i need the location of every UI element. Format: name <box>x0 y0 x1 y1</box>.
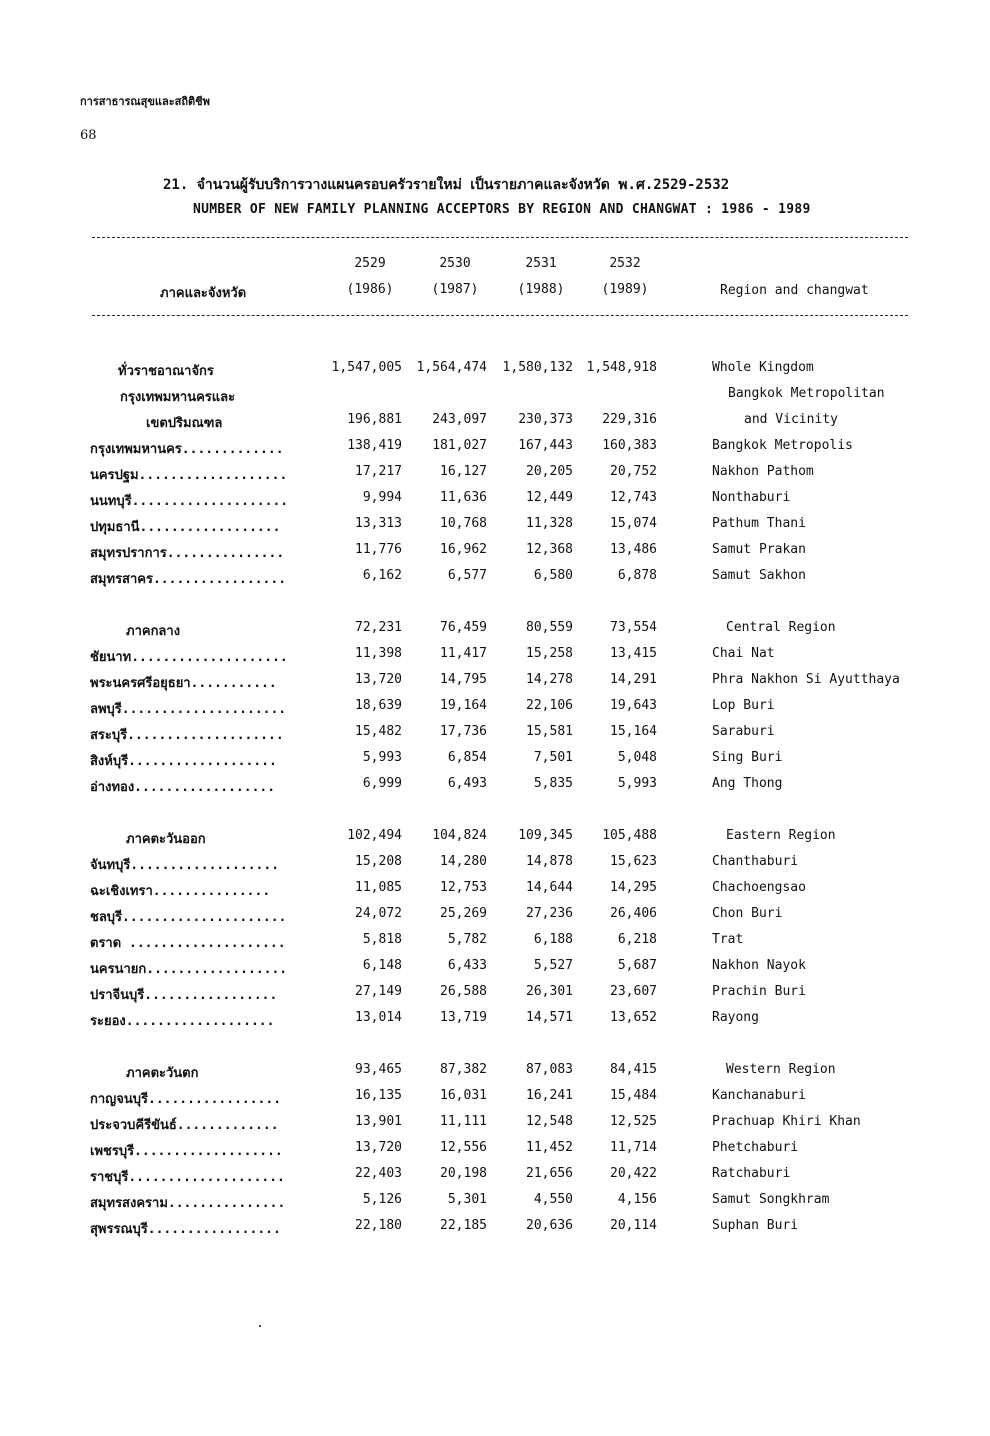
row-value-3: 6,218 <box>617 932 657 947</box>
page-number: 68 <box>80 128 97 143</box>
row-value-0: 5,126 <box>362 1192 402 1207</box>
row-value-1: 13,719 <box>440 1010 487 1025</box>
row-english-label: Ang Thong <box>712 776 783 791</box>
row-value-0: 15,208 <box>355 854 402 869</box>
row-english-label: Lop Buri <box>712 698 775 713</box>
row-value-2: 14,644 <box>526 880 573 895</box>
row-value-0: 15,482 <box>355 724 402 739</box>
row-value-0: 102,494 <box>347 828 402 843</box>
row-value-1: 22,185 <box>440 1218 487 1233</box>
row-value-0: 22,403 <box>355 1166 402 1181</box>
row-value-2: 22,106 <box>526 698 573 713</box>
row-thai-label: ภาคตะวันออก <box>126 832 206 847</box>
row-value-1: 20,198 <box>440 1166 487 1181</box>
row-value-1: 12,753 <box>440 880 487 895</box>
row-english-label: Nonthaburi <box>712 490 791 505</box>
row-value-0: 22,180 <box>355 1218 402 1233</box>
row-thai-label: ระยอง................... <box>90 1014 275 1029</box>
row-value-0: 196,881 <box>347 412 402 427</box>
header-rule <box>92 315 908 316</box>
row-value-1: 6,854 <box>447 750 487 765</box>
row-value-2: 21,656 <box>526 1166 573 1181</box>
row-value-3: 229,316 <box>602 412 657 427</box>
row-value-2: 11,328 <box>526 516 573 531</box>
row-value-2: 16,241 <box>526 1088 573 1103</box>
row-value-1: 5,301 <box>447 1192 487 1207</box>
row-value-3: 13,652 <box>610 1010 657 1025</box>
row-value-2: 14,878 <box>526 854 573 869</box>
year-be-3: 2532 <box>609 256 641 271</box>
row-value-2: 87,083 <box>526 1062 573 1077</box>
row-value-3: 20,114 <box>610 1218 657 1233</box>
row-thai-label: สิงห์บุรี................... <box>90 754 277 769</box>
row-value-0: 11,776 <box>355 542 402 557</box>
row-english-label: Phra Nakhon Si Ayutthaya <box>712 672 900 687</box>
row-thai-label: ภาคตะวันตก <box>126 1066 199 1081</box>
row-value-0: 13,720 <box>355 1140 402 1155</box>
row-value-3: 5,048 <box>617 750 657 765</box>
row-thai-label: ทั่วราชอาณาจักร <box>118 364 214 379</box>
year-be-1: 2530 <box>439 256 471 271</box>
row-thai-label: นครปฐม................... <box>90 468 288 483</box>
row-value-2: 5,527 <box>533 958 573 973</box>
row-value-2: 14,571 <box>526 1010 573 1025</box>
row-value-0: 11,398 <box>355 646 402 661</box>
row-thai-label: สระบุรี.................... <box>90 728 284 743</box>
row-value-2: 14,278 <box>526 672 573 687</box>
row-thai-label: กรุงเทพมหานครและ <box>120 390 236 405</box>
col-head-english: Region and changwat <box>720 283 869 298</box>
row-english-label: Nakhon Pathom <box>712 464 814 479</box>
row-value-1: 6,433 <box>447 958 487 973</box>
row-value-0: 1,547,005 <box>331 360 402 375</box>
row-thai-label: สมุทรปราการ............... <box>90 546 285 561</box>
row-value-1: 5,782 <box>447 932 487 947</box>
row-value-0: 6,162 <box>362 568 402 583</box>
row-value-3: 14,295 <box>610 880 657 895</box>
row-value-0: 17,217 <box>355 464 402 479</box>
row-value-1: 181,027 <box>432 438 487 453</box>
row-value-1: 11,636 <box>440 490 487 505</box>
year-be-0: 2529 <box>354 256 386 271</box>
row-value-3: 13,486 <box>610 542 657 557</box>
row-value-0: 18,639 <box>355 698 402 713</box>
year-ce-0: (1986) <box>346 282 394 297</box>
row-thai-label: ชลบุรี..................... <box>90 910 287 925</box>
running-title: การสาธารณสุขและสถิติชีพ <box>80 95 210 108</box>
row-english-label: Whole Kingdom <box>712 360 814 375</box>
row-value-3: 13,415 <box>610 646 657 661</box>
row-value-1: 16,962 <box>440 542 487 557</box>
row-value-1: 19,164 <box>440 698 487 713</box>
row-value-2: 4,550 <box>533 1192 573 1207</box>
row-value-1: 6,493 <box>447 776 487 791</box>
row-english-label: Kanchanaburi <box>712 1088 806 1103</box>
row-value-3: 4,156 <box>617 1192 657 1207</box>
row-value-3: 15,484 <box>610 1088 657 1103</box>
row-value-3: 19,643 <box>610 698 657 713</box>
row-value-0: 93,465 <box>355 1062 402 1077</box>
year-ce-2: (1988) <box>517 282 565 297</box>
row-english-label: Saraburi <box>712 724 775 739</box>
row-value-1: 87,382 <box>440 1062 487 1077</box>
row-value-0: 6,148 <box>362 958 402 973</box>
row-thai-label: เพชรบุรี................... <box>90 1144 283 1159</box>
row-value-2: 109,345 <box>518 828 573 843</box>
row-value-3: 20,752 <box>610 464 657 479</box>
row-value-0: 11,085 <box>355 880 402 895</box>
footer-mark: . <box>256 1316 264 1331</box>
row-value-2: 80,559 <box>526 620 573 635</box>
row-value-0: 72,231 <box>355 620 402 635</box>
row-english-label: Samut Sakhon <box>712 568 806 583</box>
row-value-3: 105,488 <box>602 828 657 843</box>
row-thai-label: สมุทรสาคร................. <box>90 572 287 587</box>
row-value-0: 13,313 <box>355 516 402 531</box>
row-value-1: 104,824 <box>432 828 487 843</box>
row-value-0: 13,014 <box>355 1010 402 1025</box>
table-title-thai: 21. จำนวนผู้รับบริการวางแผนครอบครัวรายใหม่ เป็นรายภาคและจังหวัด พ.ศ.2529-2532 <box>163 177 730 193</box>
year-be-2: 2531 <box>525 256 557 271</box>
row-english-label: Western Region <box>726 1062 836 1077</box>
row-value-2: 20,205 <box>526 464 573 479</box>
row-english-label: Samut Prakan <box>712 542 806 557</box>
col-head-thai: ภาคและจังหวัด <box>160 286 247 301</box>
row-value-1: 243,097 <box>432 412 487 427</box>
row-thai-label: ปราจีนบุรี................. <box>90 988 278 1003</box>
row-value-3: 12,743 <box>610 490 657 505</box>
row-value-0: 6,999 <box>362 776 402 791</box>
top-rule <box>92 237 908 238</box>
table-title-english: NUMBER OF NEW FAMILY PLANNING ACCEPTORS BY REGION AND CHANGWAT : 1986 - 1989 <box>193 202 811 217</box>
row-value-3: 26,406 <box>610 906 657 921</box>
row-english-label: Prachin Buri <box>712 984 806 999</box>
row-english-label: Pathum Thani <box>712 516 806 531</box>
row-english-label: Trat <box>712 932 744 947</box>
row-thai-label: กาญจนบุรี................. <box>90 1092 282 1107</box>
row-value-3: 5,993 <box>617 776 657 791</box>
row-thai-label: จันทบุรี................... <box>90 858 280 873</box>
row-value-0: 27,149 <box>355 984 402 999</box>
row-english-label: Nakhon Nayok <box>712 958 806 973</box>
row-value-3: 1,548,918 <box>586 360 657 375</box>
row-thai-label: ราชบุรี.................... <box>90 1170 285 1185</box>
row-value-2: 12,449 <box>526 490 573 505</box>
row-value-2: 20,636 <box>526 1218 573 1233</box>
row-english-label: Suphan Buri <box>712 1218 799 1233</box>
row-english-label: Prachuap Khiri Khan <box>712 1114 861 1129</box>
row-thai-label: พระนครศรีอยุธยา........... <box>90 676 277 691</box>
row-value-3: 23,607 <box>610 984 657 999</box>
row-english-label: Bangkok Metropolitan <box>728 386 885 401</box>
row-value-0: 13,720 <box>355 672 402 687</box>
row-value-3: 12,525 <box>610 1114 657 1129</box>
row-value-2: 6,188 <box>533 932 573 947</box>
row-value-2: 7,501 <box>533 750 573 765</box>
row-english-label: Chai Nat <box>712 646 775 661</box>
row-value-3: 73,554 <box>610 620 657 635</box>
row-thai-label: ลพบุรี..................... <box>90 702 287 717</box>
row-value-1: 14,795 <box>440 672 487 687</box>
row-value-0: 9,994 <box>362 490 402 505</box>
row-value-3: 5,687 <box>617 958 657 973</box>
row-value-2: 230,373 <box>518 412 573 427</box>
row-english-label: Bangkok Metropolis <box>712 438 853 453</box>
row-thai-label: ภาคกลาง <box>126 624 181 639</box>
row-thai-label: ฉะเชิงเทรา............... <box>90 884 271 899</box>
row-value-3: 84,415 <box>610 1062 657 1077</box>
row-value-1: 26,588 <box>440 984 487 999</box>
row-value-0: 138,419 <box>347 438 402 453</box>
row-value-1: 10,768 <box>440 516 487 531</box>
row-value-1: 1,564,474 <box>416 360 487 375</box>
row-english-label: Samut Songkhram <box>712 1192 830 1207</box>
row-value-1: 6,577 <box>447 568 487 583</box>
row-value-1: 11,111 <box>440 1114 487 1129</box>
row-value-0: 13,901 <box>355 1114 402 1129</box>
row-thai-label: กรุงเทพมหานคร............. <box>90 442 284 457</box>
row-value-3: 20,422 <box>610 1166 657 1181</box>
row-value-1: 11,417 <box>440 646 487 661</box>
row-value-3: 15,164 <box>610 724 657 739</box>
row-thai-label: สมุทรสงคราม............... <box>90 1196 286 1211</box>
row-value-2: 1,580,132 <box>502 360 573 375</box>
row-thai-label: ประจวบคีรีขันธ์............. <box>90 1118 279 1133</box>
row-value-0: 5,993 <box>362 750 402 765</box>
row-english-label: Chanthaburi <box>712 854 799 869</box>
year-ce-3: (1989) <box>601 282 649 297</box>
row-value-2: 26,301 <box>526 984 573 999</box>
row-value-3: 6,878 <box>617 568 657 583</box>
row-value-2: 11,452 <box>526 1140 573 1155</box>
row-english-label: Eastern Region <box>726 828 836 843</box>
row-value-2: 5,835 <box>533 776 573 791</box>
row-value-1: 16,031 <box>440 1088 487 1103</box>
row-english-label: and Vicinity <box>744 412 838 427</box>
row-english-label: Central Region <box>726 620 836 635</box>
row-english-label: Ratchaburi <box>712 1166 791 1181</box>
row-value-3: 15,074 <box>610 516 657 531</box>
row-value-3: 14,291 <box>610 672 657 687</box>
row-value-2: 167,443 <box>518 438 573 453</box>
row-value-1: 14,280 <box>440 854 487 869</box>
row-thai-label: นครนายก.................. <box>90 962 288 977</box>
row-value-0: 5,818 <box>362 932 402 947</box>
row-value-2: 27,236 <box>526 906 573 921</box>
row-thai-label: ชัยนาท.................... <box>90 650 288 665</box>
row-thai-label: เขตปริมณฑล <box>146 416 223 431</box>
row-value-3: 160,383 <box>602 438 657 453</box>
year-ce-1: (1987) <box>431 282 479 297</box>
row-english-label: Chon Buri <box>712 906 783 921</box>
row-value-1: 12,556 <box>440 1140 487 1155</box>
row-thai-label: ตราด .................... <box>90 936 286 951</box>
row-thai-label: นนทบุรี.................... <box>90 494 289 509</box>
row-thai-label: อ่างทอง.................. <box>90 780 276 795</box>
row-value-1: 17,736 <box>440 724 487 739</box>
row-value-2: 15,258 <box>526 646 573 661</box>
row-value-1: 76,459 <box>440 620 487 635</box>
row-thai-label: ปทุมธานี.................. <box>90 520 281 535</box>
row-value-2: 15,581 <box>526 724 573 739</box>
row-value-2: 12,368 <box>526 542 573 557</box>
row-english-label: Chachoengsao <box>712 880 806 895</box>
row-thai-label: สุพรรณบุรี................. <box>90 1222 281 1237</box>
row-english-label: Rayong <box>712 1010 759 1025</box>
row-value-2: 6,580 <box>533 568 573 583</box>
row-value-2: 12,548 <box>526 1114 573 1129</box>
row-value-3: 15,623 <box>610 854 657 869</box>
row-english-label: Phetchaburi <box>712 1140 799 1155</box>
row-value-0: 16,135 <box>355 1088 402 1103</box>
row-value-1: 16,127 <box>440 464 487 479</box>
row-value-0: 24,072 <box>355 906 402 921</box>
row-value-3: 11,714 <box>610 1140 657 1155</box>
row-english-label: Sing Buri <box>712 750 783 765</box>
row-value-1: 25,269 <box>440 906 487 921</box>
